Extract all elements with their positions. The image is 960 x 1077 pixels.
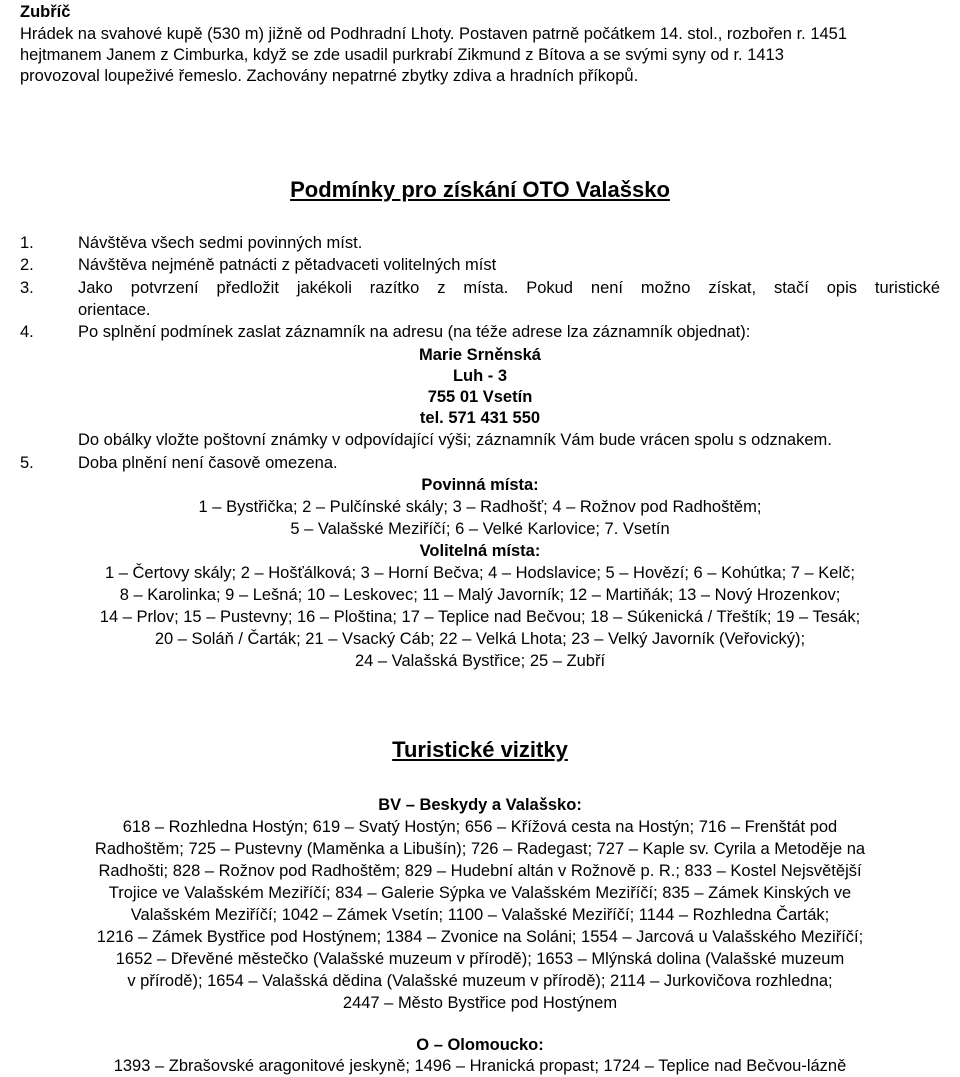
address-name: Marie Srněnská: [419, 346, 541, 364]
condition-text: Návštěva všech sedmi povinných míst.: [78, 234, 363, 252]
bv-line-7: 1652 – Dřevěné městečko (Valašské muzeum v přírodě); 1653 – Mlýnská dolina (Valašské muzeum: [115, 950, 845, 968]
optional-line-1: 1 – Čertovy skály; 2 – Hošťálková; 3 – Horní Bečva; 4 – Hodslavice; 5 – Hovězí; 6 – Kohútka; 7 – Kelč;: [105, 564, 855, 582]
condition-item-5: [0, 453, 960, 473]
condition-item-3: [0, 278, 960, 298]
optional-line-3: 14 – Prlov; 15 – Pustevny; 16 – Ploština; 17 – Teplice nad Bečvou; 18 – Súkenická / Třeštík; 19 – Tesák;: [99, 608, 861, 626]
envelope-note: Do obálky vložte poštovní známky v odpovídající výši; záznamník Vám bude vrácen spolu s odznakem.: [78, 431, 832, 449]
condition-text: Návštěva nejméně patnácti z pětadvaceti volitelných míst: [78, 256, 497, 274]
condition-item-2: [0, 255, 960, 275]
bv-line-8: v přírodě); 1654 – Valašská dědina (Valašské muzeum v přírodě); 2114 – Jurkovičova rozhledna;: [127, 972, 833, 990]
bv-line-1: 618 – Rozhledna Hostýn; 619 – Svatý Hostýn; 656 – Křížová cesta na Hostýn; 716 – Frenštát pod: [122, 818, 838, 836]
bv-line-6: 1216 – Zámek Bystřice pod Hostýnem; 1384 – Zvonice na Soláni; 1554 – Jarcová u Valašského Meziříčí;: [96, 928, 864, 946]
condition-num: 1.: [20, 234, 34, 252]
condition-item-4: [0, 322, 960, 342]
optional-line-5: 24 – Valašská Bystřice; 25 – Zubří: [354, 652, 606, 670]
zubric-line-2: hejtmanem Janem z Cimburka, když se zde usadil purkrabí Zikmund z Bítova a se svými syny od r. 1413: [20, 46, 784, 64]
condition-num: 2.: [20, 256, 34, 274]
address-city: 755 01 Vsetín: [427, 388, 533, 406]
bv-line-4: Trojice ve Valašském Meziříčí; 834 – Galerie Sýpka ve Valašském Meziříčí; 835 – Zámek Kinských ve: [108, 884, 852, 902]
o-line-1: 1393 – Zbrašovské aragonitové jeskyně; 1496 – Hranická propast; 1724 – Teplice nad Bečvou-lázně: [113, 1057, 847, 1075]
condition-num: 5.: [20, 454, 34, 472]
optional-line-2: 8 – Karolinka; 9 – Lešná; 10 – Leskovec; 11 – Malý Javorník; 12 – Martiňák; 13 – Nový Hrozenkov;: [119, 586, 841, 604]
condition-text: Jako potvrzení předložit jakékoli razítko z místa. Pokud není možno získat, stačí opis turistické: [78, 279, 940, 297]
zubric-line-3: provozoval loupeživé řemeslo. Zachovány nepatrné zbytky zdiva a hradních příkopů.: [20, 67, 639, 85]
zubric-line-1: Hrádek na svahové kupě (530 m) jižně od Podhradní Lhoty. Postaven patrně počátkem 14. stol., rozbořen r. 1451: [20, 25, 848, 43]
bv-line-9: 2447 – Město Bystřice pod Hostýnem: [342, 994, 618, 1012]
condition-text: Po splnění podmínek zaslat záznamník na adresu (na téže adrese lza záznamník objednat):: [78, 323, 751, 341]
address-street: Luh - 3: [452, 367, 508, 385]
vizitky-title: Turistické vizitky: [392, 737, 568, 762]
condition-text: Doba plnění není časově omezena.: [78, 454, 338, 472]
mandatory-line-1: 1 – Bystřička; 2 – Pulčínské skály; 3 – Radhošť; 4 – Rožnov pod Radhoštěm;: [198, 498, 762, 516]
bv-line-5: Valašském Meziříčí; 1042 – Zámek Vsetín; 1100 – Valašské Meziříčí; 1144 – Rozhledna Čarták;: [130, 906, 830, 924]
bv-line-2: Radhoštěm; 725 – Pustevny (Maměnka a Libušín); 726 – Radegast; 727 – Kaple sv. Cyrila a Metoděje na: [94, 840, 866, 858]
bv-title: BV – Beskydy a Valašsko:: [378, 796, 582, 814]
optional-title: Volitelná místa:: [419, 542, 541, 560]
condition-item-3-cont: orientace.: [78, 301, 151, 319]
condition-num: 3.: [20, 279, 34, 297]
mandatory-line-2: 5 – Valašské Meziříčí; 6 – Velké Karlovice; 7. Vsetín: [290, 520, 670, 538]
condition-num: 4.: [20, 323, 34, 341]
o-title: O – Olomoucko:: [416, 1036, 544, 1054]
address-phone: tel. 571 431 550: [419, 409, 541, 427]
bv-line-3: Radhošti; 828 – Rožnov pod Radhoštěm; 829 – Hudební altán v Rožnově p. R.; 833 – Kostel Nejsvětější: [98, 862, 862, 880]
zubric-heading: Zubříč: [20, 3, 71, 21]
mandatory-title: Povinná místa:: [421, 476, 539, 494]
conditions-title: Podmínky pro získání OTO Valašsko: [290, 177, 670, 202]
condition-item-1: [0, 233, 960, 253]
optional-line-4: 20 – Soláň / Čarták; 21 – Vsacký Cáb; 22 – Velká Lhota; 23 – Velký Javorník (Veřovický);: [154, 630, 806, 648]
